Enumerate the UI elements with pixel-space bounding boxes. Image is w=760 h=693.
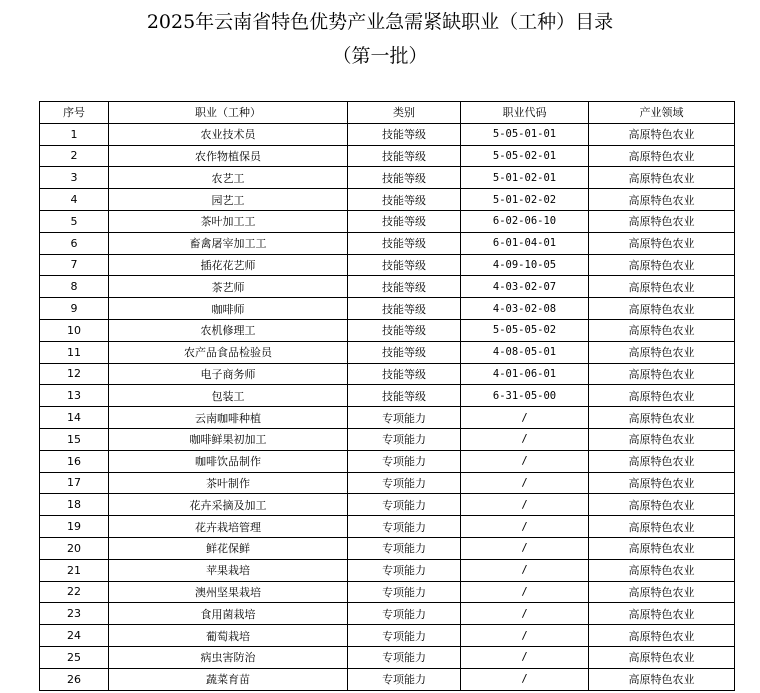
row-index: 20 [40,537,109,559]
category: 技能等级 [348,145,461,167]
industry: 高原特色农业 [589,516,735,538]
category: 技能等级 [348,341,461,363]
table-row [40,167,735,189]
occupation-name: 园艺工 [109,189,348,211]
category: 技能等级 [348,210,461,232]
industry: 高原特色农业 [589,581,735,603]
occupation-name: 葡萄栽培 [109,625,348,647]
industry: 高原特色农业 [589,254,735,276]
occupation-code: 5-01-02-02 [461,189,589,211]
industry: 高原特色农业 [589,385,735,407]
industry: 高原特色农业 [589,319,735,341]
table-row [40,298,735,320]
occupation-code: / [461,537,589,559]
occupation-name: 农产品食品检验员 [109,341,348,363]
table-row [40,407,735,429]
table-row [40,537,735,559]
table-row [40,254,735,276]
category: 专项能力 [348,428,461,450]
row-index: 4 [40,189,109,211]
occupation-code: / [461,407,589,429]
table-row [40,363,735,385]
industry: 高原特色农业 [589,537,735,559]
occupation-code: / [461,516,589,538]
occupation-code: / [461,428,589,450]
occupation-code: / [461,646,589,668]
industry: 高原特色农业 [589,123,735,145]
industry: 高原特色农业 [589,276,735,298]
occupation-code: 5-05-05-02 [461,319,589,341]
occupation-table [39,101,735,691]
category: 技能等级 [348,189,461,211]
occupation-name: 苹果栽培 [109,559,348,581]
occupation-name: 电子商务师 [109,363,348,385]
category: 专项能力 [348,603,461,625]
table-row [40,189,735,211]
row-index: 21 [40,559,109,581]
table-row [40,646,735,668]
occupation-code: 4-03-02-07 [461,276,589,298]
occupation-code: / [461,668,589,690]
header-occupation: 职业（工种） [109,102,348,124]
category: 专项能力 [348,646,461,668]
category: 技能等级 [348,167,461,189]
category: 专项能力 [348,668,461,690]
row-index: 6 [40,232,109,254]
occupation-name: 病虫害防治 [109,646,348,668]
table-row [40,341,735,363]
occupation-code: / [461,559,589,581]
row-index: 23 [40,603,109,625]
header-industry: 产业领域 [589,102,735,124]
category: 专项能力 [348,472,461,494]
row-index: 14 [40,407,109,429]
industry: 高原特色农业 [589,494,735,516]
industry: 高原特色农业 [589,341,735,363]
row-index: 26 [40,668,109,690]
header-code: 职业代码 [461,102,589,124]
occupation-name: 农业技术员 [109,123,348,145]
occupation-name: 花卉栽培管理 [109,516,348,538]
industry: 高原特色农业 [589,145,735,167]
industry: 高原特色农业 [589,167,735,189]
industry: 高原特色农业 [589,559,735,581]
occupation-name: 茶艺师 [109,276,348,298]
table-row [40,450,735,472]
occupation-code: 6-01-04-01 [461,232,589,254]
table-row [40,559,735,581]
occupation-code: / [461,603,589,625]
category: 技能等级 [348,123,461,145]
occupation-code: / [461,581,589,603]
header-category: 类别 [348,102,461,124]
industry: 高原特色农业 [589,646,735,668]
industry: 高原特色农业 [589,298,735,320]
row-index: 18 [40,494,109,516]
occupation-code: / [461,472,589,494]
row-index: 8 [40,276,109,298]
row-index: 13 [40,385,109,407]
category: 技能等级 [348,363,461,385]
row-index: 15 [40,428,109,450]
occupation-name: 农作物植保员 [109,145,348,167]
occupation-name: 蔬菜育苗 [109,668,348,690]
document-subtitle: （第一批） [332,45,428,67]
header-index: 序号 [40,102,109,124]
row-index: 1 [40,123,109,145]
row-index: 24 [40,625,109,647]
occupation-name: 包装工 [109,385,348,407]
occupation-code: 4-03-02-08 [461,298,589,320]
category: 技能等级 [348,254,461,276]
occupation-code: 5-01-02-01 [461,167,589,189]
category: 专项能力 [348,537,461,559]
occupation-name: 咖啡饮品制作 [109,450,348,472]
occupation-code: 6-31-05-00 [461,385,589,407]
category: 专项能力 [348,494,461,516]
occupation-name: 农机修理工 [109,319,348,341]
occupation-code: 4-08-05-01 [461,341,589,363]
occupation-name: 茶叶加工工 [109,210,348,232]
row-index: 12 [40,363,109,385]
industry: 高原特色农业 [589,189,735,211]
row-index: 25 [40,646,109,668]
category: 技能等级 [348,276,461,298]
table-row [40,428,735,450]
occupation-name: 插花花艺师 [109,254,348,276]
industry: 高原特色农业 [589,407,735,429]
document-title: 2025年云南省特色优势产业急需紧缺职业（工种）目录 [146,11,614,33]
industry: 高原特色农业 [589,450,735,472]
table-row [40,385,735,407]
category: 专项能力 [348,625,461,647]
occupation-name: 花卉采摘及加工 [109,494,348,516]
industry: 高原特色农业 [589,603,735,625]
category: 专项能力 [348,581,461,603]
occupation-code: 4-01-06-01 [461,363,589,385]
row-index: 3 [40,167,109,189]
occupation-code: / [461,494,589,516]
occupation-code: 5-05-02-01 [461,145,589,167]
industry: 高原特色农业 [589,428,735,450]
row-index: 11 [40,341,109,363]
table-row [40,668,735,690]
row-index: 16 [40,450,109,472]
table-row [40,603,735,625]
row-index: 9 [40,298,109,320]
occupation-name: 咖啡鲜果初加工 [109,428,348,450]
industry: 高原特色农业 [589,210,735,232]
table-row [40,232,735,254]
table-body [40,123,735,690]
occupation-code: / [461,625,589,647]
occupation-name: 畜禽屠宰加工工 [109,232,348,254]
category: 专项能力 [348,407,461,429]
row-index: 19 [40,516,109,538]
table-row [40,581,735,603]
category: 专项能力 [348,516,461,538]
row-index: 22 [40,581,109,603]
table-row [40,123,735,145]
table-row [40,145,735,167]
category: 技能等级 [348,385,461,407]
occupation-name: 澳州坚果栽培 [109,581,348,603]
occupation-code: 5-05-01-01 [461,123,589,145]
table-header-row [40,102,735,124]
industry: 高原特色农业 [589,668,735,690]
occupation-name: 农艺工 [109,167,348,189]
category: 专项能力 [348,559,461,581]
occupation-code: 4-09-10-05 [461,254,589,276]
industry: 高原特色农业 [589,472,735,494]
row-index: 5 [40,210,109,232]
industry: 高原特色农业 [589,363,735,385]
table-row [40,472,735,494]
table-row [40,210,735,232]
table-row [40,625,735,647]
category: 专项能力 [348,450,461,472]
industry: 高原特色农业 [589,232,735,254]
occupation-code: 6-02-06-10 [461,210,589,232]
occupation-name: 茶叶制作 [109,472,348,494]
row-index: 10 [40,319,109,341]
table-row [40,276,735,298]
category: 技能等级 [348,232,461,254]
occupation-code: / [461,450,589,472]
occupation-name: 食用菌栽培 [109,603,348,625]
occupation-name: 云南咖啡种植 [109,407,348,429]
category: 技能等级 [348,319,461,341]
occupation-name: 咖啡师 [109,298,348,320]
row-index: 2 [40,145,109,167]
row-index: 17 [40,472,109,494]
row-index: 7 [40,254,109,276]
occupation-name: 鲜花保鲜 [109,537,348,559]
industry: 高原特色农业 [589,625,735,647]
table-row [40,494,735,516]
table-row [40,319,735,341]
table-row [40,516,735,538]
category: 技能等级 [348,298,461,320]
